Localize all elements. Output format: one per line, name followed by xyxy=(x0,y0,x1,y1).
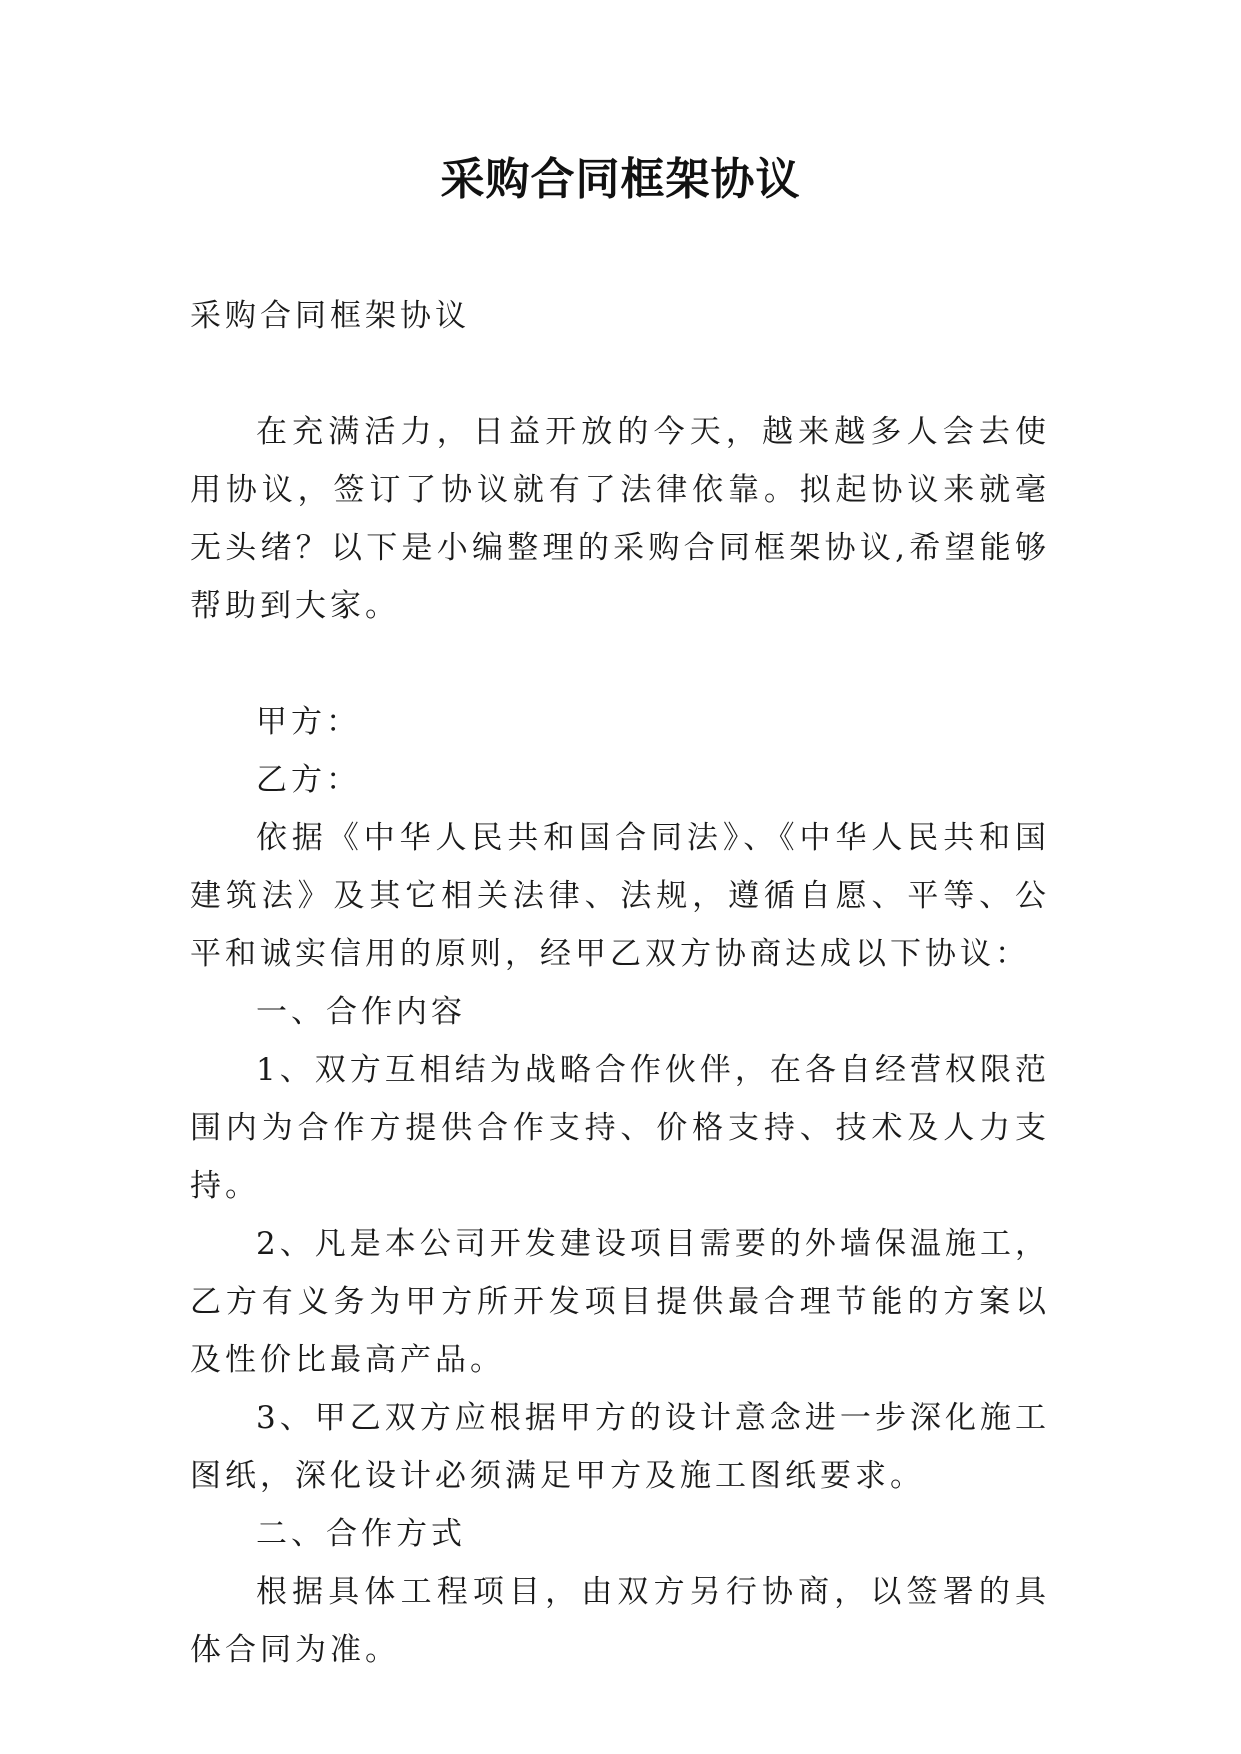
section-heading-cooperation-content: 一、合作内容 xyxy=(256,994,466,1030)
document-title: 采购合同框架协议 xyxy=(440,154,801,205)
document-subtitle: 采购合同框架协议 xyxy=(190,298,470,334)
spacer xyxy=(190,635,1050,693)
cooperation-method-paragraph: 根据具体工程项目，由双方另行协商，以签署的具体合同为准。 xyxy=(190,1574,1050,1668)
clause-3-paragraph: 3、甲乙双方应根据甲方的设计意念进一步深化施工图纸，深化设计必须满足甲方及施工图纸要求。 xyxy=(190,1400,1050,1494)
clause-2-paragraph: 2、凡是本公司开发建设项目需要的外墙保温施工，乙方有义务为甲方所开发项目提供最合理节能的方案以及性价比最高产品。 xyxy=(190,1226,1050,1378)
intro-paragraph: 在充满活力，日益开放的今天，越来越多人会去使用协议，签订了协议就有了法律依靠。拟起协议来就毫无头绪？以下是小编整理的采购合同框架协议,希望能够帮助到大家。 xyxy=(190,414,1050,624)
party-a-line: 甲方： xyxy=(256,704,361,740)
clause-1-paragraph: 1、双方互相结为战略合作伙伴，在各自经营权限范围内为合作方提供合作支持、价格支持、技术及人力支持。 xyxy=(190,1052,1050,1204)
section-heading-cooperation-method: 二、合作方式 xyxy=(256,1516,466,1552)
document-body xyxy=(190,287,1050,1679)
party-b-line: 乙方： xyxy=(256,762,361,798)
legal-basis-paragraph: 依据《中华人民共和国合同法》、《中华人民共和国建筑法》及其它相关法律、法规，遵循自愿、平等、公平和诚实信用的原则，经甲乙双方协商达成以下协议： xyxy=(190,820,1050,972)
spacer xyxy=(190,345,1050,403)
